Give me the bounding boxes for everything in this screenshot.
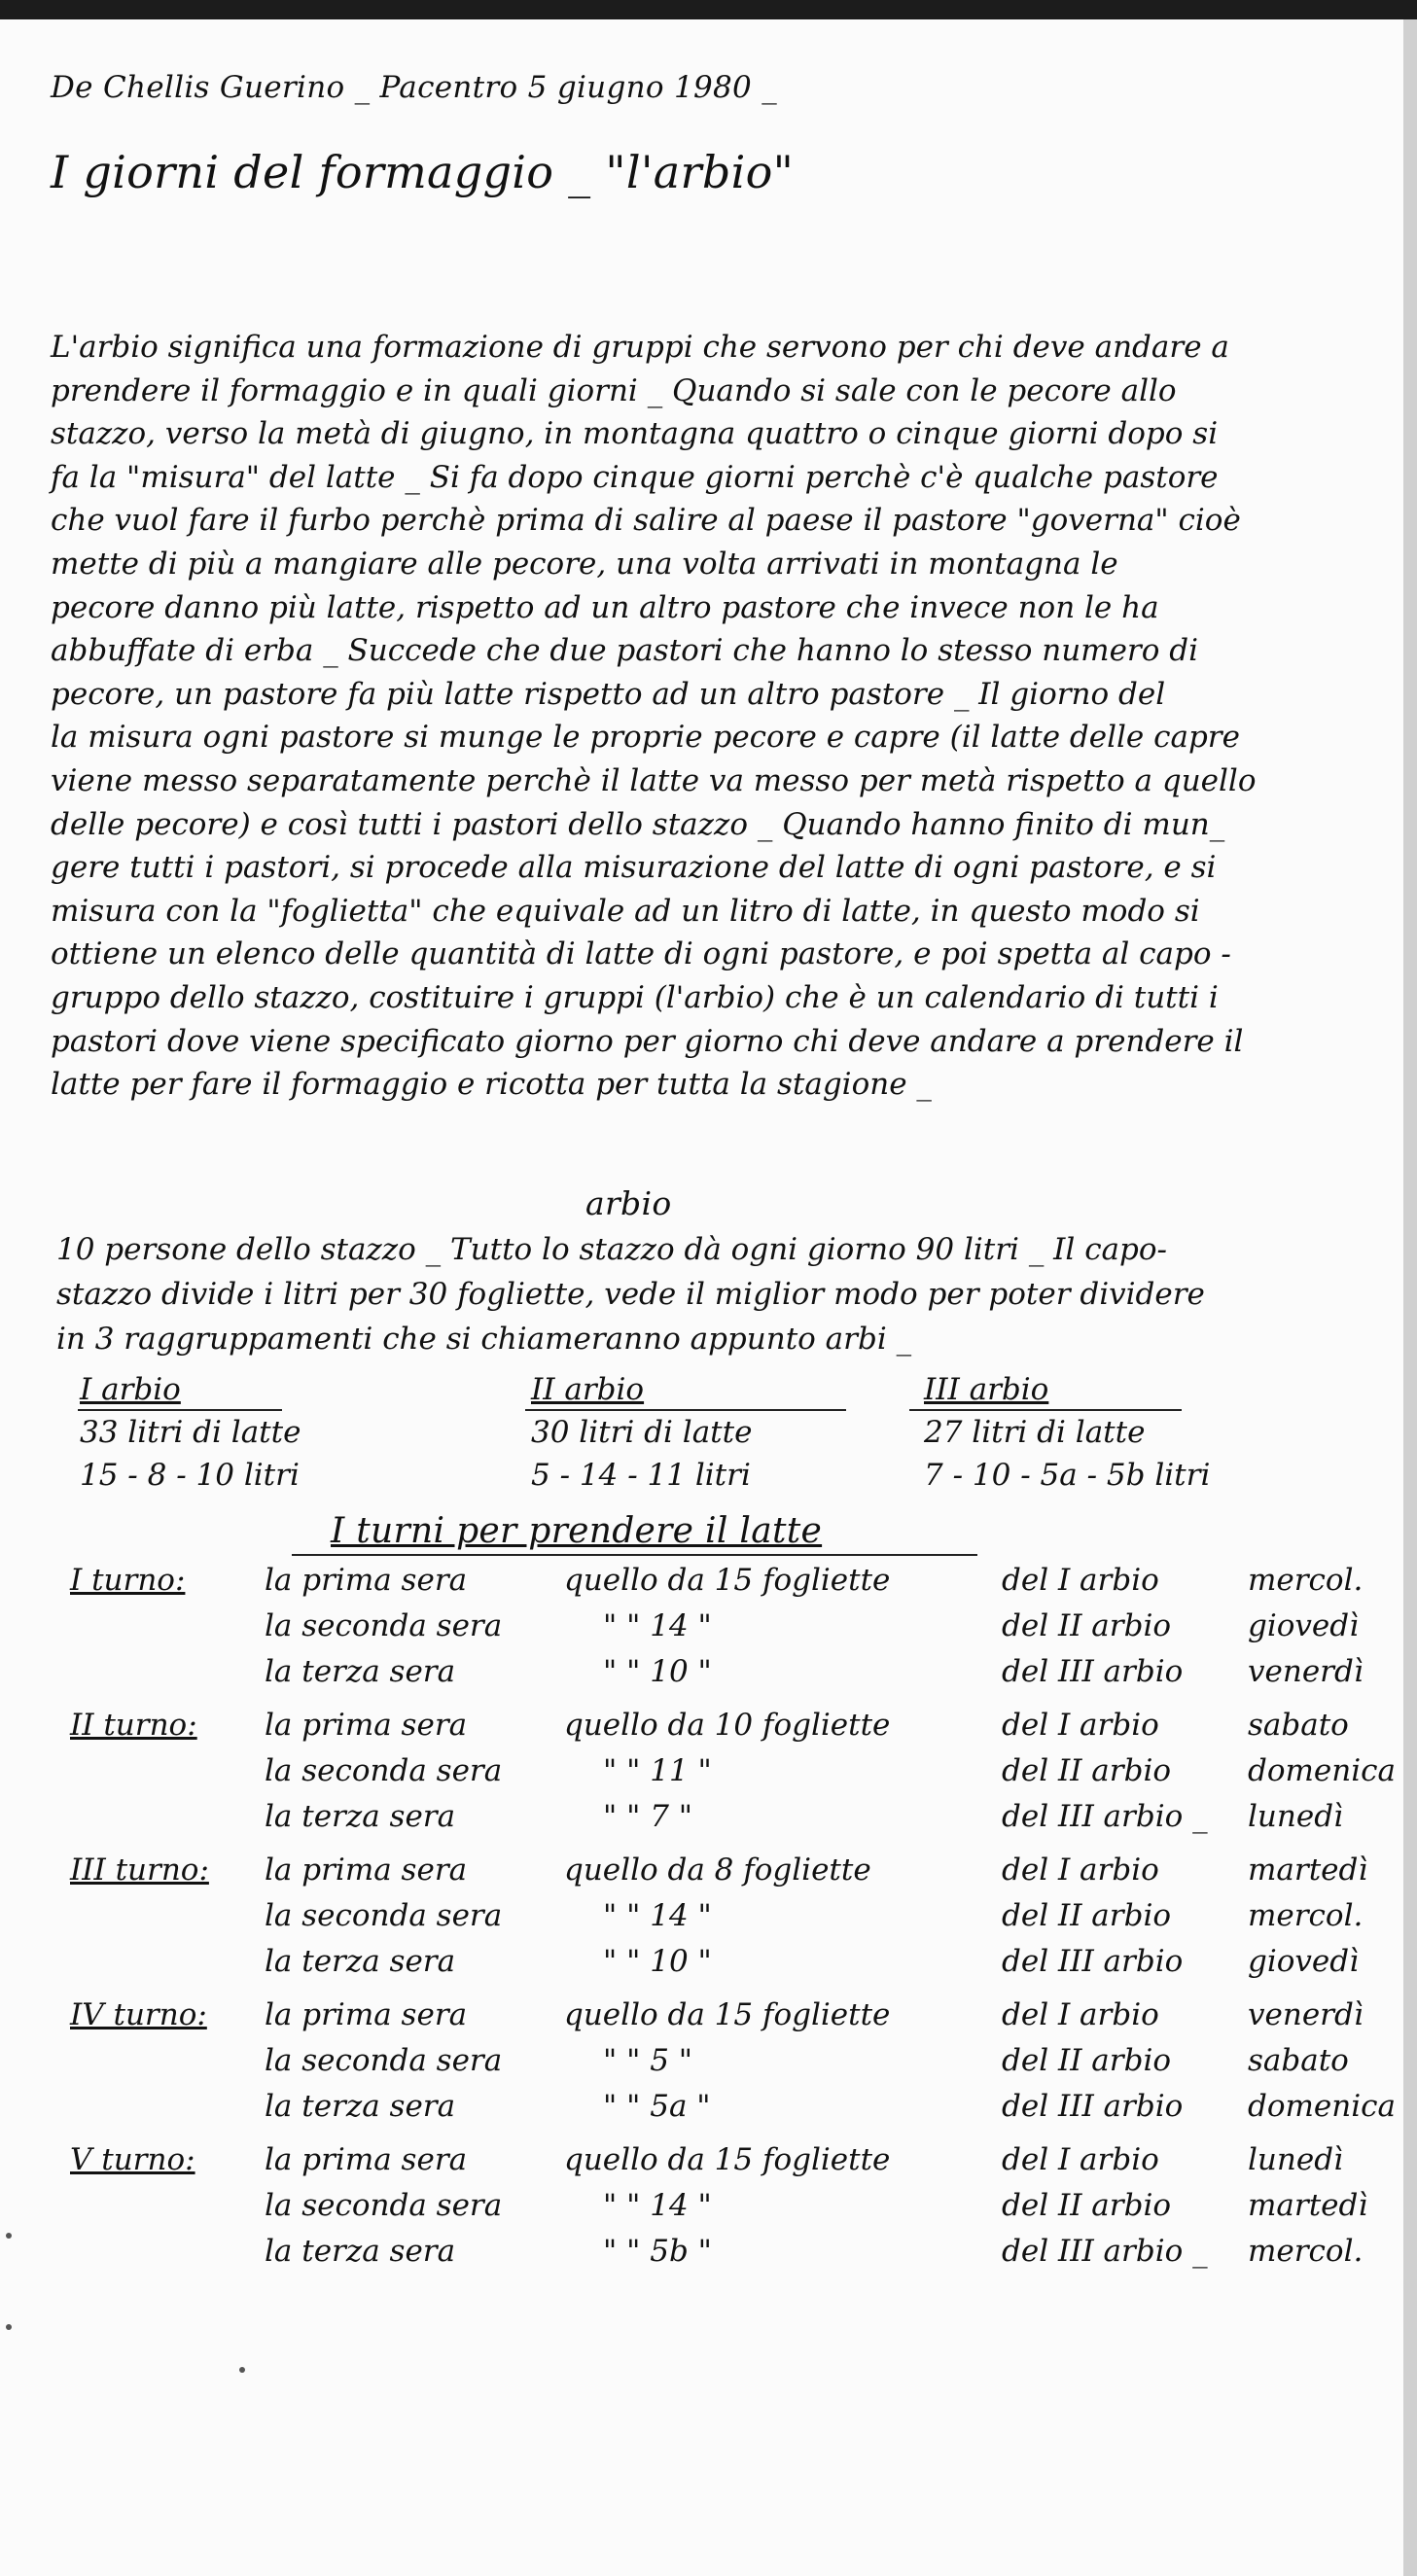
- turn-quello-cell: " " 11 ": [603, 1753, 712, 1788]
- turn-giorno-cell: lunedì: [1248, 2142, 1343, 2177]
- paragraph-line: prendere il formaggio e in quali giorni _ Quando si sale con le pecore allo: [51, 372, 1177, 408]
- arbio-litri: 33 litri di latte: [80, 1415, 301, 1450]
- paragraph-line: pastori dove viene specificato giorno per giorno chi deve andare a prendere il: [51, 1023, 1244, 1059]
- turn-arbio-cell: del III arbio: [1002, 1654, 1184, 1689]
- turn-giorno-cell: lunedì: [1248, 1799, 1343, 1834]
- arbio-name: II arbio: [531, 1372, 645, 1407]
- turn-quello-cell: " " 5a ": [603, 2089, 711, 2124]
- paragraph-line: gruppo dello stazzo, costituire i gruppi (l'arbio) che è un calendario di tutti i: [51, 979, 1219, 1015]
- turn-arbio-cell: del I arbio: [1002, 1708, 1159, 1743]
- turn-quello-cell: " " 5b ": [603, 2234, 712, 2269]
- turn-arbio-cell: del I arbio: [1002, 1563, 1159, 1598]
- turn-arbio-cell: del II arbio: [1002, 2188, 1172, 2223]
- turn-label: V turno:: [70, 2142, 195, 2177]
- turn-label: IV turno:: [70, 1997, 207, 2032]
- arbio-name: III arbio: [924, 1372, 1049, 1407]
- turn-sera-cell: la seconda sera: [265, 1753, 503, 1788]
- turn-quello-cell: " " 7 ": [603, 1799, 693, 1834]
- author-date-header: De Chellis Guerino _ Pacentro 5 giugno 1980 _: [51, 70, 778, 105]
- arbio-name: I arbio: [80, 1372, 181, 1407]
- turni-heading: I turni per prendere il latte: [331, 1511, 823, 1551]
- paragraph-line: pecore, un pastore fa più latte rispetto ad un altro pastore _ Il giorno del: [51, 676, 1166, 712]
- arbio-paragraph-line: stazzo divide i litri per 30 fogliette, vede il miglior modo per poter dividere: [56, 1277, 1205, 1312]
- turn-sera-cell: la prima sera: [265, 1563, 468, 1598]
- paragraph-line: pecore danno più latte, rispetto ad un altro pastore che invece non le ha: [51, 589, 1159, 625]
- paragraph-line: mette di più a mangiare alle pecore, una volta arrivati in montagna le: [51, 546, 1118, 582]
- paragraph-line: ottiene un elenco delle quantità di latte di ogni pastore, e poi spetta al capo -: [51, 936, 1231, 972]
- turn-giorno-cell: domenica: [1248, 2089, 1396, 2124]
- turn-giorno-cell: mercol.: [1248, 2234, 1364, 2269]
- arbio-column-2: [531, 1368, 752, 1497]
- turni-heading-rule: [292, 1554, 977, 1556]
- turn-giorno-cell: sabato: [1248, 2043, 1349, 2078]
- turn-sera-cell: la seconda sera: [265, 1608, 503, 1643]
- arbio-litri: 27 litri di latte: [924, 1415, 1146, 1450]
- turn-label: II turno:: [70, 1708, 197, 1743]
- top-scan-border: [0, 0, 1417, 19]
- arbio-underline: [78, 1409, 282, 1411]
- turn-quello-cell: " " 14 ": [603, 2188, 712, 2223]
- turn-sera-cell: la terza sera: [265, 1944, 456, 1979]
- paragraph-line: fa la "misura" del latte _ Si fa dopo cinque giorni perchè c'è qualche pastore: [51, 459, 1219, 495]
- turn-quello-cell: quello da 8 fogliette: [564, 1853, 871, 1888]
- turn-arbio-cell: del I arbio: [1002, 2142, 1159, 2177]
- turn-sera-cell: la prima sera: [265, 1853, 468, 1888]
- turn-arbio-cell: del I arbio: [1002, 1853, 1159, 1888]
- arbio-column-1: [80, 1368, 301, 1497]
- turn-giorno-cell: martedì: [1248, 2188, 1368, 2223]
- turn-giorno-cell: domenica: [1248, 1753, 1396, 1788]
- turn-arbio-cell: del II arbio: [1002, 1753, 1172, 1788]
- arbio-underline: [909, 1409, 1182, 1411]
- turn-giorno-cell: martedì: [1248, 1853, 1368, 1888]
- turn-arbio-cell: del III arbio _: [1002, 1799, 1208, 1834]
- arbio-detail: 7 - 10 - 5a - 5b litri: [924, 1458, 1211, 1493]
- arbio-heading: arbio: [585, 1184, 672, 1222]
- arbio-detail: 5 - 14 - 11 litri: [531, 1458, 751, 1493]
- arbio-detail: 15 - 8 - 10 litri: [80, 1458, 300, 1493]
- paragraph-line: stazzo, verso la metà di giugno, in montagna quattro o cinque giorni dopo si: [51, 416, 1219, 452]
- turn-giorno-cell: giovedì: [1248, 1944, 1360, 1979]
- paragraph-line: gere tutti i pastori, si procede alla misurazione del latte di ogni pastore, e si: [51, 850, 1217, 886]
- turn-sera-cell: la terza sera: [265, 2089, 456, 2124]
- turn-sera-cell: la terza sera: [265, 2234, 456, 2269]
- paragraph-line: la misura ogni pastore si munge le proprie pecore e capre (il latte delle capre: [51, 720, 1240, 756]
- turn-quello-cell: quello da 15 fogliette: [564, 2142, 891, 2177]
- turn-giorno-cell: venerdì: [1248, 1654, 1364, 1689]
- margin-mark: [239, 2367, 245, 2373]
- arbio-paragraph-line: 10 persone dello stazzo _ Tutto lo stazzo dà ogni giorno 90 litri _ Il capo-: [56, 1232, 1168, 1267]
- turn-giorno-cell: venerdì: [1248, 1997, 1364, 2032]
- turn-sera-cell: la seconda sera: [265, 2043, 503, 2078]
- page-edge-shadow: [1403, 19, 1417, 2576]
- turn-quello-cell: " " 10 ": [603, 1944, 712, 1979]
- turn-arbio-cell: del III arbio: [1002, 2089, 1184, 2124]
- paragraph-line: abbuffate di erba _ Succede che due pastori che hanno lo stesso numero di: [51, 633, 1199, 669]
- arbio-litri: 30 litri di latte: [531, 1415, 753, 1450]
- paragraph-line: misura con la "foglietta" che equivale ad un litro di latte, in questo modo si: [51, 893, 1200, 929]
- turn-sera-cell: la seconda sera: [265, 2188, 503, 2223]
- margin-mark: [6, 2324, 12, 2330]
- turn-sera-cell: la prima sera: [265, 1708, 468, 1743]
- turn-label: III turno:: [70, 1853, 209, 1888]
- turn-giorno-cell: giovedì: [1248, 1608, 1360, 1643]
- turn-giorno-cell: mercol.: [1248, 1563, 1364, 1598]
- turn-giorno-cell: mercol.: [1248, 1898, 1364, 1933]
- turn-quello-cell: " " 14 ": [603, 1608, 712, 1643]
- turn-quello-cell: " " 10 ": [603, 1654, 712, 1689]
- arbio-column-3: [924, 1368, 1210, 1497]
- paragraph-line: che vuol fare il furbo perchè prima di salire al paese il pastore "governa" cioè: [51, 503, 1241, 539]
- main-paragraph: [51, 326, 1373, 1107]
- arbio-paragraph: [56, 1227, 1205, 1361]
- turn-sera-cell: la terza sera: [265, 1799, 456, 1834]
- margin-mark: [6, 2233, 12, 2239]
- turn-arbio-cell: del I arbio: [1002, 1997, 1159, 2032]
- turn-sera-cell: la terza sera: [265, 1654, 456, 1689]
- paragraph-line: latte per fare il formaggio e ricotta per tutta la stagione _: [51, 1067, 932, 1103]
- turn-quello-cell: quello da 15 fogliette: [564, 1563, 891, 1598]
- paragraph-line: viene messo separatamente perchè il latte va messo per metà rispetto a quello: [51, 762, 1257, 798]
- paragraph-line: delle pecore) e così tutti i pastori dello stazzo _ Quando hanno finito di mun_: [51, 806, 1225, 842]
- turn-quello-cell: quello da 10 fogliette: [564, 1708, 891, 1743]
- turn-label: I turno:: [70, 1563, 186, 1598]
- turn-sera-cell: la prima sera: [265, 2142, 468, 2177]
- turn-quello-cell: quello da 15 fogliette: [564, 1997, 891, 2032]
- turn-quello-cell: " " 14 ": [603, 1898, 712, 1933]
- turn-arbio-cell: del III arbio: [1002, 1944, 1184, 1979]
- turn-quello-cell: " " 5 ": [603, 2043, 693, 2078]
- turn-arbio-cell: del II arbio: [1002, 2043, 1172, 2078]
- arbio-paragraph-line: in 3 raggruppamenti che si chiameranno appunto arbi _: [56, 1322, 912, 1357]
- turn-arbio-cell: del III arbio _: [1002, 2234, 1208, 2269]
- arbio-underline: [525, 1409, 846, 1411]
- paragraph-line: L'arbio significa una formazione di gruppi che servono per chi deve andare a: [51, 330, 1229, 365]
- turn-sera-cell: la prima sera: [265, 1997, 468, 2032]
- turn-giorno-cell: sabato: [1248, 1708, 1349, 1743]
- page-title: I giorni del formaggio _ "l'arbio": [51, 146, 795, 198]
- turn-arbio-cell: del II arbio: [1002, 1608, 1172, 1643]
- turn-arbio-cell: del II arbio: [1002, 1898, 1172, 1933]
- turn-sera-cell: la seconda sera: [265, 1898, 503, 1933]
